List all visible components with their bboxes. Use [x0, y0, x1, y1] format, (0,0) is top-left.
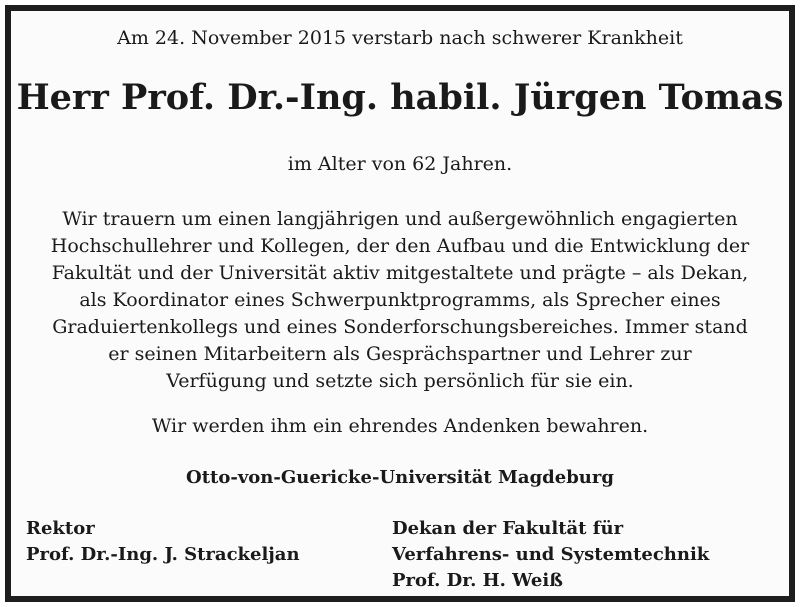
obituary-notice — [5, 5, 795, 602]
tribute-line: Verfügung und setzte sich persönlich für sie ein. — [166, 370, 634, 392]
tribute-line: Wir trauern um einen langjährigen und außergewöhnlich engagierten — [62, 208, 738, 230]
tribute-line: als Koordinator eines Schwerpunktprogramms, als Sprecher eines — [79, 289, 721, 311]
age-line: im Alter von 62 Jahren. — [287, 153, 513, 175]
tribute-line: Fakultät und der Universität aktiv mitgestaltete und prägte – als Dekan, — [51, 262, 749, 284]
signatory-rector — [26, 516, 300, 568]
tribute-line: er seinen Mitarbeitern als Gesprächspartner und Lehrer zur — [108, 343, 692, 365]
tribute-line: Graduiertenkollegs und eines Sonderforschungsbereiches. Immer stand — [52, 316, 748, 338]
signatory-name: Prof. Dr. H. Weiß — [392, 570, 563, 591]
deceased-name: Herr Prof. Dr.-Ing. habil. Jürgen Tomas — [16, 77, 784, 118]
tribute-line: Hochschullehrer und Kollegen, der den Aufbau und die Entwicklung der — [50, 235, 750, 257]
tribute-text — [11, 206, 789, 395]
signatory-role: Rektor — [26, 518, 95, 539]
university-name: Otto-von-Guericke-Universität Magdeburg — [186, 467, 614, 488]
closing-line: Wir werden ihm ein ehrendes Andenken bewahren. — [151, 415, 649, 437]
intro-line: Am 24. November 2015 verstarb nach schwerer Krankheit — [117, 27, 683, 49]
signatory-role: Verfahrens- und Systemtechnik — [392, 544, 710, 565]
signatory-role: Dekan der Fakultät für — [392, 518, 624, 539]
signatory-dean — [392, 516, 709, 594]
signatory-name: Prof. Dr.-Ing. J. Strackeljan — [26, 544, 300, 565]
